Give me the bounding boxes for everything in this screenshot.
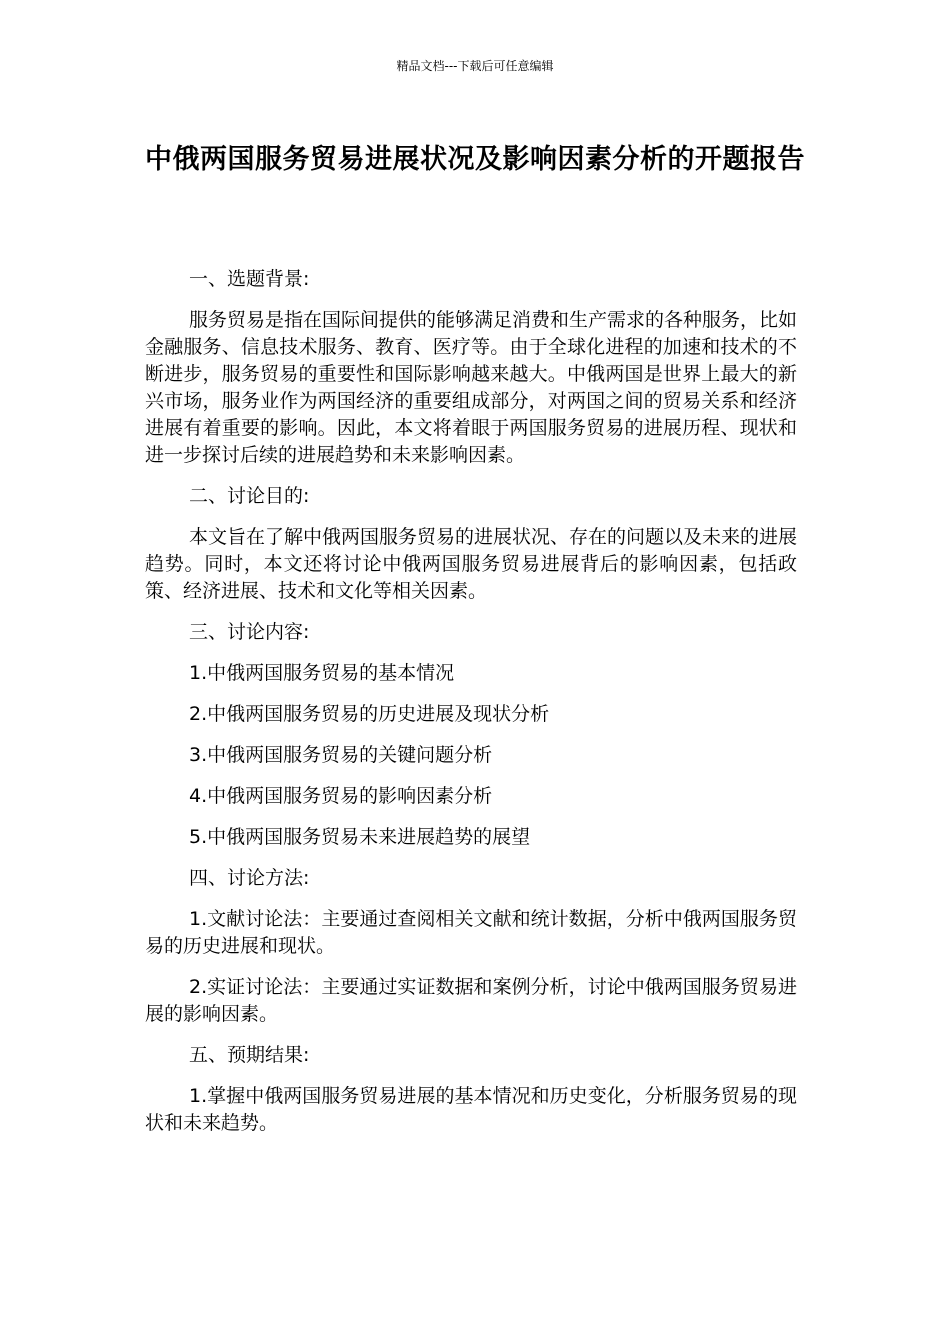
section-heading-background: 一、选题背景: (189, 268, 310, 290)
content-list-item: 2.中俄两国服务贸易的历史进展及现状分析 (189, 703, 550, 725)
content-list-item: 4.中俄两国服务贸易的影响因素分析 (189, 785, 493, 807)
background-paragraph: 服务贸易是指在国际间提供的能够满足消费和生产需求的各种服务，比如金融服务、信息技术服务、教育、医疗等。由于全球化进程的加速和技术的不断进步，服务贸易的重要性和国际影响越来越大。中俄两国是世界上最大的新兴市场，服务业作为两国经济的重要组成部分，对两国之间的贸易关系和经济进展有着重要的影响。因此，本文将着眼于两国服务贸易的进展历程、现状和进一步探讨后续的进展趋势和未来影响因素。 (145, 309, 798, 466)
content-list-item: 5.中俄两国服务贸易未来进展趋势的展望 (189, 826, 531, 848)
document-title: 中俄两国服务贸易进展状况及影响因素分析的开题报告 (145, 144, 805, 175)
section-heading-purpose: 二、讨论目的: (189, 485, 310, 507)
section-heading-content: 三、讨论内容: (189, 621, 310, 643)
purpose-paragraph: 本文旨在了解中俄两国服务贸易的进展状况、存在的问题以及未来的进展趋势。同时，本文还将讨论中俄两国服务贸易进展背后的影响因素，包括政策、经济进展、技术和文化等相关因素。 (145, 526, 798, 602)
expected-result-paragraph: 1.掌握中俄两国服务贸易进展的基本情况和历史变化，分析服务贸易的现状和未来趋势。 (145, 1085, 797, 1134)
section-heading-methods: 四、讨论方法: (189, 867, 310, 889)
method-paragraph: 1.文献讨论法：主要通过查阅相关文献和统计数据，分析中俄两国服务贸易的历史进展和现状。 (145, 908, 797, 957)
method-paragraph: 2.实证讨论法：主要通过实证数据和案例分析，讨论中俄两国服务贸易进展的影响因素。 (145, 976, 797, 1025)
section-heading-expected-results: 五、预期结果: (189, 1044, 310, 1066)
document-body (145, 266, 797, 1151)
content-list-item: 1.中俄两国服务贸易的基本情况 (189, 662, 455, 684)
content-list-item: 3.中俄两国服务贸易的关键问题分析 (189, 744, 493, 766)
header-note: 精品文档---下载后可任意编辑 (396, 59, 554, 73)
